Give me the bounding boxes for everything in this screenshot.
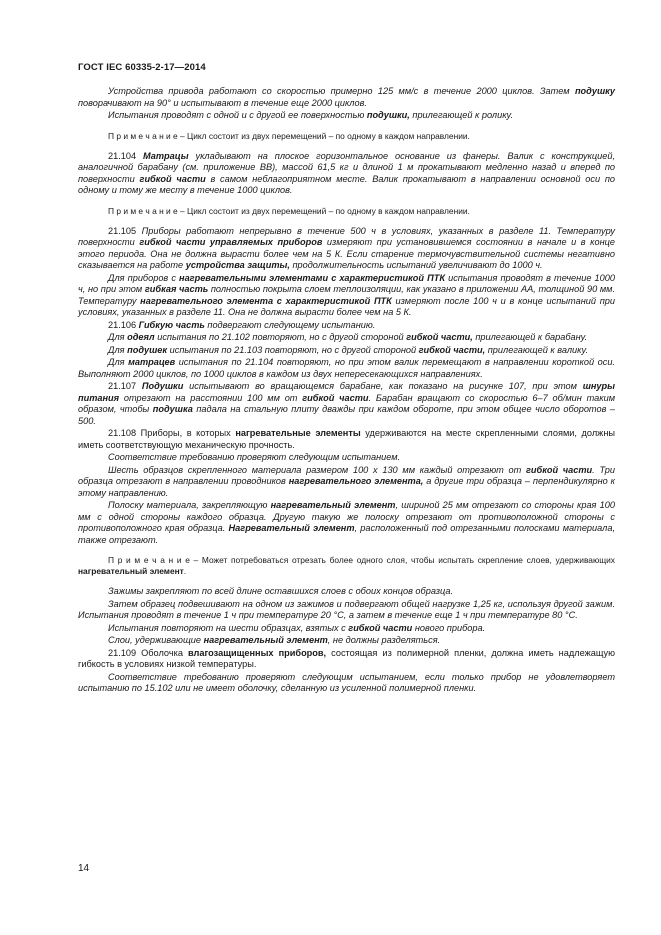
note-paragraph: П р и м е ч а н и е – Может потребоваться отрезать более одного слоя, чтобы испытать скрепление слоев, удерживающих нагревательный элемент. (78, 555, 615, 576)
body-paragraph: Для подушек испытания по 21.103 повторяют, но с другой стороной гибкой части, прилегающей к валику. (108, 344, 589, 355)
body-paragraph: Устройства привода работают со скоростью примерно 125 мм/с в течение 2000 циклов. Затем подушку поворачивают на 90° и испытывают в течение еще 2000 циклов. (78, 86, 615, 108)
body-paragraph: Соответствие требованию проверяют следующим испытанием, если только прибор не удовлетворяет испытанию по 15.102 или не имеет оболочку, сделанную из усиленной полимерной пленки. (78, 671, 615, 693)
body-paragraph: Полоску материала, закрепляющую нагревательный элемент, шириной 25 мм отрезают со стороны края 100 мм с одной стороны каждого образца. Другую такую же полоску отрезают от противоположной стороны с противоположного края образца. Нагревательный элемент, расположенный под отрезанными полосками материала, также отрезают. (78, 500, 615, 545)
document-header: ГОСТ IEC 60335-2-17—2014 (78, 62, 206, 73)
body-paragraph: Затем образец подвешивают на одном из зажимов и подвергают общей нагрузке 1,25 кг, используя другой зажим. Испытания проводят в течение 1 ч при температуре 20 °С, а затем в течение еще 1 ч при температуре 80 °С. (78, 598, 615, 620)
body-paragraph: 21.109 Оболочка влагозащищенных приборов, состоящая из полимерной пленки, должна иметь надлежащую гибкость в условиях низкой температуры. (78, 647, 615, 669)
document-body (78, 86, 615, 696)
body-paragraph: 21.107 Подушки испытывают во вращающемся барабане, как показано на рисунке 107, при этом шнуры питания отрезают на расстоянии 100 мм от гибкой части. Барабан вращают со скоростью 6–7 об/мин таким образом, чтобы подушка падала на стальную плиту дважды при каждом обороте, при этом общее число оборотов – 500. (78, 381, 616, 426)
body-paragraph: Шесть образцов скрепленного материала размером 100 х 130 мм каждый отрезают от гибкой части. Три образца отрезают в направлении проводников нагревательного элемента, а другие три образца – перпендикулярно к этому направлению. (78, 464, 615, 498)
body-paragraph: Испытания проводят с одной и с другой ее поверхностью подушки, прилегающей к ролику. (108, 110, 514, 120)
body-paragraph: Слои, удерживающие нагревательный элемент, не должны разделяться. (108, 635, 441, 645)
body-paragraph: Соответствие требованию проверяют следующим испытанием. (108, 452, 401, 462)
body-paragraph: Испытания повторяют на шести образцах, взятых с гибкой части нового прибора. (108, 622, 486, 633)
body-paragraph: Для одеял испытания по 21.102 повторяют, но с другой стороной гибкой части, прилегающей к барабану. (108, 332, 588, 342)
note-paragraph: П р и м е ч а н и е – Цикл состоит из двух перемещений – по одному в каждом направлении. (108, 130, 470, 141)
body-paragraph: 21.104 Матрацы укладывают на плоское горизонтальное основание из фанеры. Валик с конструкцией, аналогичной барабану (см. приложение ВВ), массой 61,5 кг и длиной 1 м прокатывают медленно назад и вперед по поверхности гибкой части в самом неблагоприятном месте. Валик прокатывают в направлении основной оси по одному и тому же месту в течение 1000 циклов. (78, 150, 616, 195)
body-paragraph: 21.106 Гибкую часть подвергают следующему испытанию. (108, 319, 376, 330)
body-paragraph: 21.108 Приборы, в которых нагревательные элементы удерживаются на месте скрепленными слоями, должны иметь соответствующую механическую прочность. (78, 428, 616, 450)
page-number: 14 (78, 863, 90, 874)
body-paragraph: 21.105 Приборы работают непрерывно в течение 500 ч в условиях, указанных в разделе 11. Температуру поверхности гибкой части управляемых приборов измеряют при установившемся состоянии в начале и в конце этого периода. Она не должна вырасти более чем на 5 К. Если старение термочувствительной системы негативно сказывается на работе устройства защиты, продолжительность испытаний увеличивают до 1000 ч. (78, 225, 615, 270)
body-paragraph: Зажимы закрепляют по всей длине оставшихся слоев с обоих концов образца. (108, 586, 454, 596)
note-paragraph: П р и м е ч а н и е – Цикл состоит из двух перемещений – по одному в каждом направлении. (108, 205, 470, 216)
body-paragraph: Для матрацев испытания по 21.104 повторяют, но при этом валик перемещают в направлении короткой оси. Выполняют 2000 циклов, по 1000 циклов в каждом из двух непересекающихся направлениях. (78, 357, 615, 379)
body-paragraph: Для приборов с нагревательными элементами с характеристикой ПТК испытания проводят в течение 1000 ч, но при этом гибкая часть полностью покрыта слоем теплоизоляции, как указано в приложении АА, толщиной 90 мм. Температуру нагревательного элемента с характеристикой ПТК измеряют после 100 ч и в конце испытаний при условиях, указанных в разделе 11. Она не должна вырасти более чем на 5 К. (78, 272, 616, 317)
